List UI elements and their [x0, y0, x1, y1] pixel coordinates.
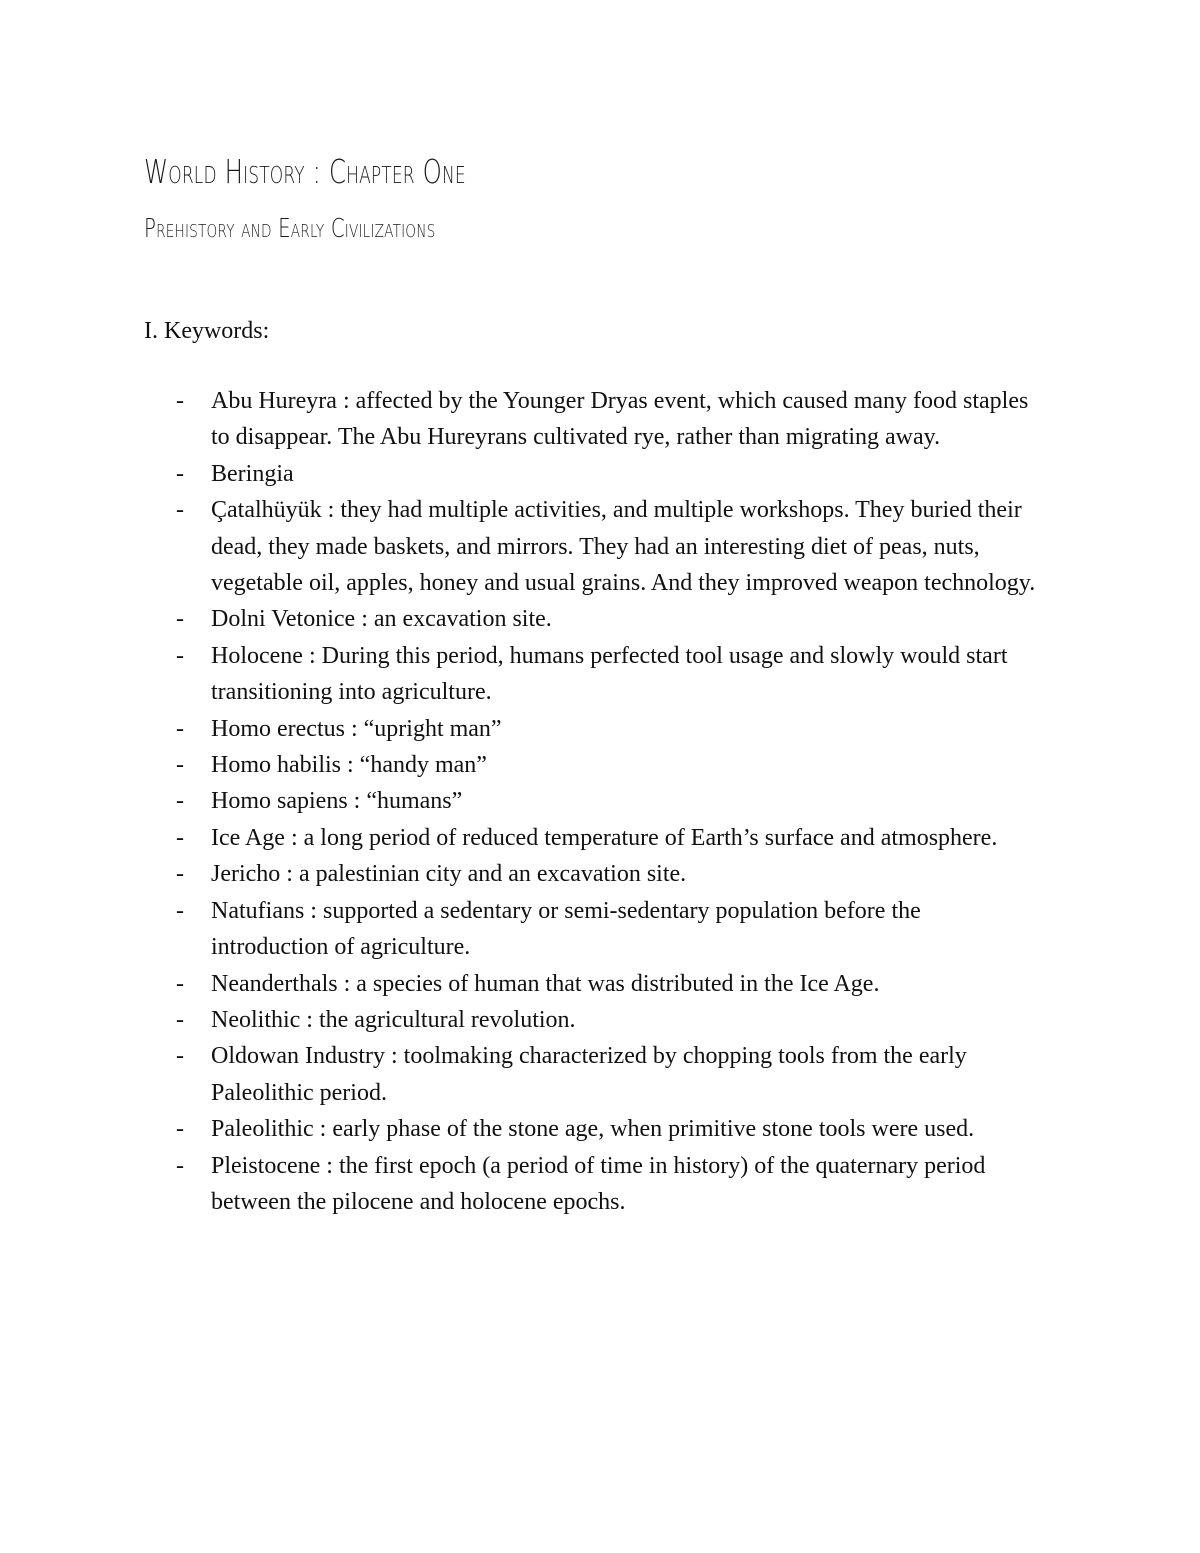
keyword-item: [176, 1111, 1036, 1147]
bullet-dash: -: [176, 460, 184, 487]
keyword-text: Paleolithic : early phase of the stone age, when primitive stone tools were used.: [211, 1116, 975, 1143]
bullet-dash: -: [176, 642, 184, 669]
bullet-dash: -: [176, 824, 184, 851]
keyword-text: Jericho : a palestinian city and an excavation site.: [211, 861, 687, 888]
bullet-dash: -: [176, 388, 184, 414]
section-heading-keywords: I. Keywords:: [144, 318, 270, 344]
keyword-text: Oldowan Industry : toolmaking characterized by chopping tools from the early Paleolithic period.: [211, 1043, 967, 1106]
keyword-text: Neanderthals : a species of human that was distributed in the Ice Age.: [211, 970, 880, 997]
bullet-dash: -: [176, 897, 184, 924]
keyword-item: [176, 638, 1036, 711]
keyword-item: [176, 783, 1036, 819]
bullet-dash: -: [176, 606, 184, 633]
document-subtitle: Prehistory and Early Civilizations: [144, 214, 436, 244]
keyword-item: [176, 856, 1036, 892]
keyword-text: Homo habilis : “handy man”: [211, 752, 487, 779]
keyword-text: Natufians : supported a sedentary or semi-sedentary population before the introduction of agriculture.: [211, 897, 921, 961]
bullet-dash: -: [176, 752, 184, 779]
bullet-dash: -: [176, 970, 184, 997]
keyword-text: Neolithic : the agricultural revolution.: [211, 1006, 576, 1033]
keyword-item: [176, 1002, 1036, 1038]
keyword-text: Ice Age : a long period of reduced temperature of Earth’s surface and atmosphere.: [211, 824, 998, 851]
keyword-list: [176, 383, 1036, 1220]
keyword-text: Abu Hureyra : affected by the Younger Dryas event, which caused many food staples to disappear. The Abu Hureyrans cultivated rye, rather than migrating away.: [211, 388, 1029, 451]
keyword-item: [176, 820, 1036, 856]
keyword-text: Pleistocene : the first epoch (a period of time in history) of the quaternary period between the pilocene and holocene epochs.: [211, 1152, 986, 1215]
bullet-dash: -: [176, 1043, 184, 1070]
keyword-text: Homo erectus : “upright man”: [211, 715, 502, 742]
bullet-dash: -: [176, 861, 184, 888]
bullet-dash: -: [176, 1006, 184, 1033]
bullet-dash: -: [176, 1152, 184, 1179]
keyword-item: [176, 1148, 1036, 1221]
keyword-text: Çatalhüyük : they had multiple activities, and multiple workshops. They buried their dead, they made baskets, and mirrors. They had an interesting diet of peas, nuts, vegetable oil, apples, honey and usual grains. And they improved weapon technology.: [211, 497, 1036, 597]
keyword-item: [176, 383, 1036, 456]
bullet-dash: -: [176, 497, 184, 524]
keyword-text: Holocene : During this period, humans perfected tool usage and slowly would start transitioning into agriculture.: [211, 642, 1008, 706]
keyword-text: Dolni Vetonice : an excavation site.: [211, 606, 552, 633]
keyword-text: Homo sapiens : “humans”: [211, 788, 463, 815]
keyword-item: [176, 456, 1036, 492]
keyword-item: [176, 893, 1036, 966]
bullet-dash: -: [176, 1116, 184, 1143]
keyword-item: [176, 747, 1036, 783]
keyword-item: [176, 492, 1036, 601]
document-title: World History : Chapter One: [144, 152, 466, 191]
bullet-dash: -: [176, 715, 184, 742]
keyword-item: [176, 1038, 1036, 1111]
bullet-dash: -: [176, 788, 184, 815]
keyword-item: [176, 601, 1036, 637]
keyword-item: [176, 966, 1036, 1002]
keyword-item: [176, 711, 1036, 747]
keyword-text: Beringia: [211, 460, 294, 487]
